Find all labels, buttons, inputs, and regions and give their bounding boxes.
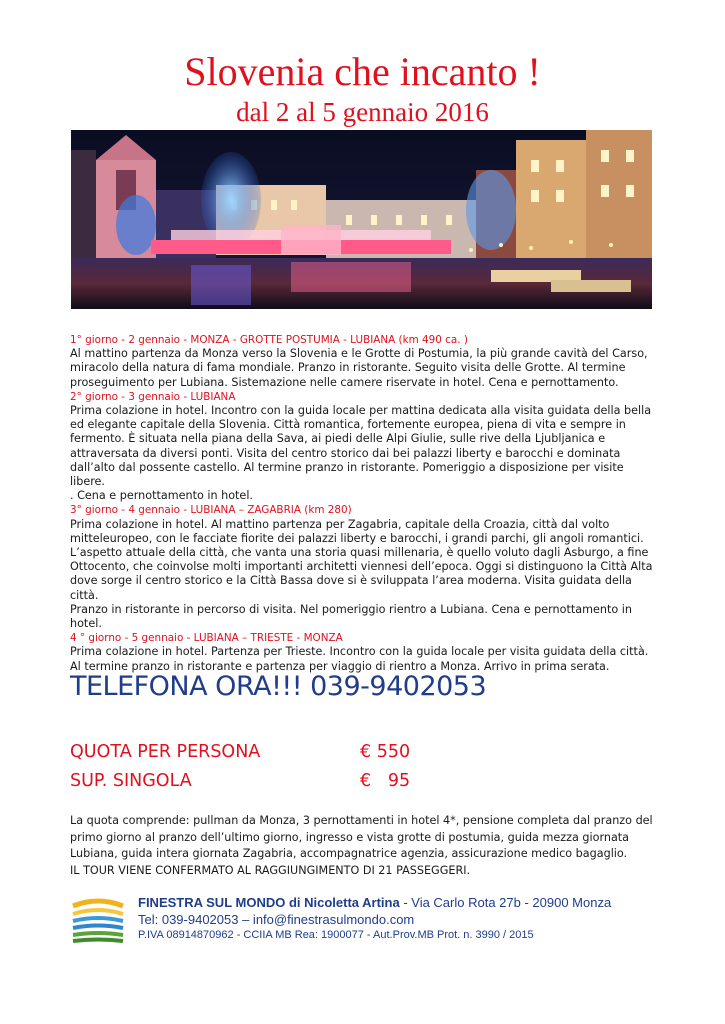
day-text-line: attraversata da diversi ponti. Visita del centro storico dai bei palazzi liberty e barocchi e dominata <box>70 446 621 460</box>
price-row-single-supplement <box>70 770 411 792</box>
day-text-line: dove sorge il centro storico e la Città Bassa dove si è sviluppata l’area moderna. Visita guidata della città. <box>70 574 632 602</box>
call-now-phone: TELEFONA ORA!!! 039-9402053 <box>70 671 487 702</box>
day-text-line: Al mattino partenza da Monza verso la Slovenia e le Grotte di Postumia, la più grande cavità del Carso, <box>70 347 648 361</box>
day-text-line: Prima colazione in hotel. Al mattino partenza per Zagabria, capitale della Croazia, città dal volto <box>70 517 610 531</box>
day-heading: 2° giorno - 3 gennaio - LUBIANA <box>70 390 236 403</box>
price-row-per-person <box>70 741 411 763</box>
day-text-line: mitteleuropeo, con le facciate fiorite dei palazzi liberty e barocchi, i grandi parchi, gli angoli romantici. <box>70 531 644 545</box>
day-text-line: Prima colazione in hotel. Incontro con la guida locale per mattina dedicata alla visita guidata della bella <box>70 404 652 418</box>
agency-address: - Via Carlo Rota 27b - 20900 Monza <box>399 895 612 910</box>
inclusions-line: primo giorno al pranzo dell’ultimo giorno, ingresso e vista grotte di postumia, guida mezza giornata <box>70 830 630 844</box>
ljubljana-night-photo <box>71 130 652 309</box>
day-text-line: miracolo della natura di fama mondiale. Pranzo in ristorante. Seguito visita delle Grotte. Al termine <box>70 361 626 375</box>
day-text-line: Al termine pranzo in ristorante e partenza per viaggio di rientro a Monza. Arrivo in prima serata. <box>70 659 610 673</box>
day-text-line: . Cena e pernottamento in hotel. <box>70 489 253 503</box>
itinerary-day-1 <box>70 333 655 390</box>
inclusions-line: IL TOUR VIENE CONFERMATO AL RAGGIUNGIMENTO DI 21 PASSEGGERI. <box>70 863 471 877</box>
itinerary-day-4 <box>70 631 655 674</box>
day-heading: 3° giorno - 4 gennaio - LUBIANA – ZAGABRIA (km 280) <box>70 504 352 517</box>
agency-legal: P.IVA 08914870962 - CCIIA MB Rea: 1900077 - Aut.Prov.MB Prot. n. 3990 / 2015 <box>138 929 534 941</box>
agency-name-line <box>138 894 611 911</box>
price-amount: € 95 <box>360 771 411 791</box>
itinerary-day-2 <box>70 390 655 504</box>
day-text-line: Prima colazione in hotel. Partenza per Trieste. Incontro con la guida locale per visita guidata della città. <box>70 645 649 659</box>
page-subtitle: dal 2 al 5 gennaio 2016 <box>236 97 489 127</box>
day-text-line: hotel. <box>70 617 102 631</box>
inclusions-line: La quota comprende: pullman da Monza, 3 pernottamenti in hotel 4*, pensione completa dal pranzo del <box>70 814 653 827</box>
day-text-line: ed elegante capitale della Slovenia. Città romantica, fortemente europea, piena di vita e sempre in <box>70 418 626 432</box>
agency-info <box>138 894 611 943</box>
day-text-line: L’aspetto attuale della città, che vanta una storia quasi millenaria, è quello voluto dagli Asburgo, a fine <box>70 546 649 560</box>
day-text-line: dall’alto dal possente castello. Al termine pranzo in ristorante. Pomeriggio a disposizione per visite libere. <box>70 460 624 489</box>
day-text-line: Ottocento, che coinvolse molti importanti architetti viennesi dell’epoca. Oggi si distinguono la Città Alta <box>70 560 653 574</box>
day-text-line: Pranzo in ristorante in percorso di visita. Nel pomeriggio rientro a Lubiana. Cena e pernottamento in <box>70 602 632 616</box>
page-title: Slovenia che incanto ! <box>184 49 541 94</box>
inclusions <box>70 813 670 879</box>
itinerary-day-3 <box>70 503 655 631</box>
day-text-line: proseguimento per Lubiana. Sistemazione nelle camere riservate in hotel. Cena e pernottamento. <box>70 375 619 389</box>
price-amount: € 550 <box>360 742 411 762</box>
agency-contacts: Tel: 039-9402053 – info@finestrasulmondo.com <box>138 912 415 927</box>
price-label: QUOTA PER PERSONA <box>70 742 261 762</box>
price-label: SUP. SINGOLA <box>70 771 192 791</box>
agency-logo-icon <box>71 894 125 944</box>
day-heading: 1° giorno - 2 gennaio - MONZA - GROTTE POSTUMIA - LUBIANA (km 490 ca. ) <box>70 334 468 346</box>
day-heading: 4 ° giorno - 5 gennaio - LUBIANA – TRIESTE - MONZA <box>70 632 343 645</box>
agency-name: FINESTRA SUL MONDO di Nicoletta Artina <box>138 895 400 910</box>
inclusions-line: Lubiana, guida intera giornata Zagabria, accompagnatrice agenzia, assicurazione medico bagaglio. <box>70 847 628 861</box>
day-text-line: fermento. È situata nella piana della Sava, ai piedi delle Alpi Giulie, sulle rive della Ljubljanica e <box>70 432 606 446</box>
itinerary <box>70 333 655 674</box>
